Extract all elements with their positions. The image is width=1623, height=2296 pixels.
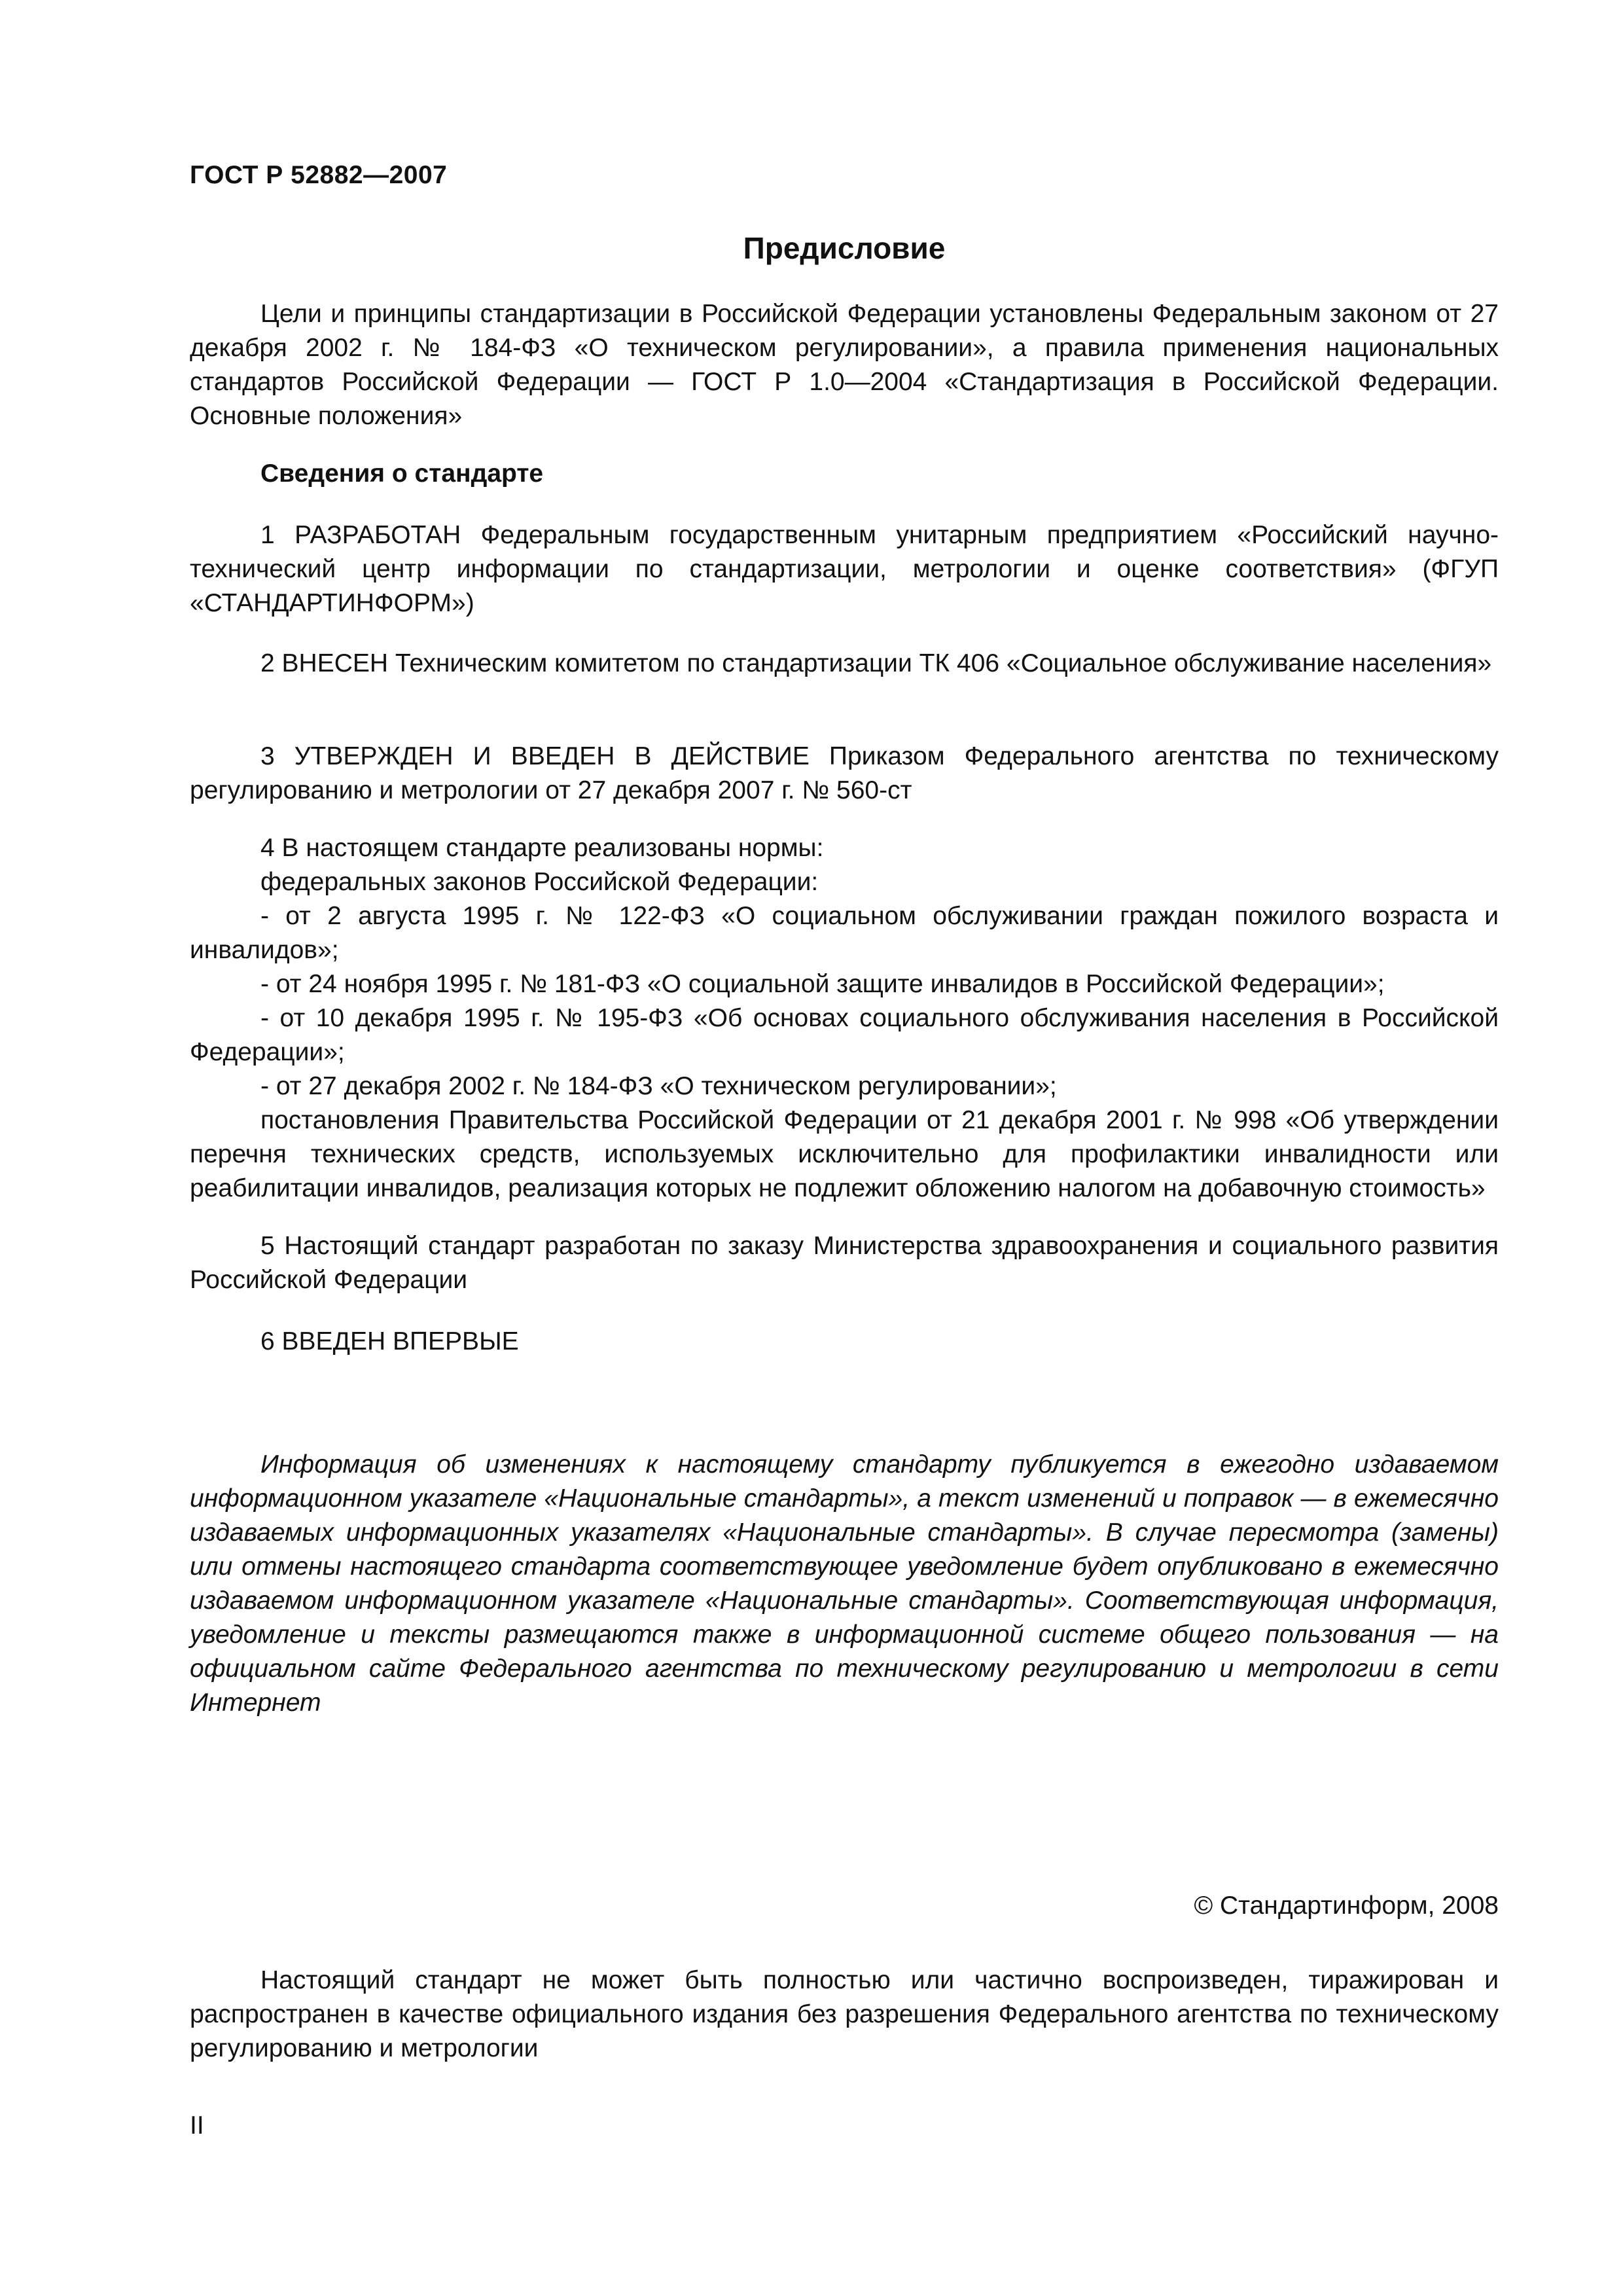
reproduction-block bbox=[190, 1964, 1499, 2066]
page-title: Предисловие bbox=[743, 231, 946, 265]
item-4-law-1: - от 2 августа 1995 г. № 122-ФЗ «О социальном обслуживании граждан пожилого возраста и инвалидов»; bbox=[190, 902, 1499, 964]
notice-block bbox=[190, 1448, 1499, 1720]
item-4-heading: 4 В настоящем стандарте реализованы нормы: bbox=[260, 834, 824, 862]
section-subheading: Сведения о стандарте bbox=[260, 459, 544, 488]
item-3-paragraph: 3 УТВЕРЖДЕН И ВВЕДЕН В ДЕЙСТВИЕ Приказом Федерального агентства по техническому регулированию и метрологии от 27 декабря 2007 г. № 560-ст bbox=[190, 742, 1499, 804]
item-4-law-4: - от 27 декабря 2002 г. № 184-ФЗ «О техническом регулировании»; bbox=[260, 1072, 1057, 1100]
item-5-block bbox=[190, 1229, 1499, 1297]
document-code: ГОСТ Р 52882—2007 bbox=[190, 161, 448, 189]
reproduction-notice: Настоящий стандарт не может быть полностью или частично воспроизведен, тиражирован и распространен в качестве официального издания без разрешения Федерального агентства по техническому регулированию и метрологии bbox=[190, 1966, 1499, 2062]
item-5-paragraph: 5 Настоящий стандарт разработан по заказу Министерства здравоохранения и социального развития Российской Федерации bbox=[190, 1232, 1499, 1294]
intro-block bbox=[190, 297, 1499, 433]
copyright-line: © Стандартинформ, 2008 bbox=[1194, 1892, 1499, 1920]
item-1-paragraph: 1 РАЗРАБОТАН Федеральным государственным унитарным предприятием «Российский научно-технический центр информации по стандартизации, метрологии и оценке соответствия» (ФГУП «СТАНДАРТИНФОРМ») bbox=[190, 521, 1499, 617]
item-4-block bbox=[190, 831, 1499, 1206]
item-1-block bbox=[190, 518, 1499, 620]
item-6-block bbox=[190, 1325, 1499, 1359]
item-4-federal-laws: федеральных законов Российской Федерации: bbox=[260, 868, 819, 896]
page-number: II bbox=[190, 2111, 204, 2140]
intro-paragraph: Цели и принципы стандартизации в Российской Федерации установлены Федеральным законом от 27 декабря 2002 г. № 184-ФЗ «О техническом регулировании», а правила применения национальных стандартов Российской Федерации — ГОСТ Р 1.0—2004 «Стандартизация в Российской Федерации. Основные положения» bbox=[190, 300, 1499, 430]
item-2-block bbox=[190, 647, 1499, 681]
item-6-paragraph: 6 ВВЕДЕН ВПЕРВЫЕ bbox=[260, 1327, 519, 1355]
item-4-law-3: - от 10 декабря 1995 г. № 195-ФЗ «Об основах социального обслуживания населения в Российской Федерации»; bbox=[190, 1004, 1499, 1066]
item-3-block bbox=[190, 740, 1499, 808]
item-2-paragraph: 2 ВНЕСЕН Техническим комитетом по стандартизации ТК 406 «Социальное обслуживание населения» bbox=[260, 649, 1492, 677]
changes-notice: Информация об изменениях к настоящему стандарту публикуется в ежегодно издаваемом информационном указателе «Национальные стандарты», а текст изменений и поправок — в ежемесячно издаваемых информационных указателях «Национальные стандарты». В случае пересмотра (замены) или отмены настоящего стандарта соответствующее уведомление будет опубликовано в ежемесячно издаваемом информационном указателе «Национальные стандарты». Соответствующая информация, уведомление и тексты размещаются также в информационной системе общего пользования — на официальном сайте Федерального агентства по техническому регулированию и метрологии в сети Интернет bbox=[190, 1450, 1499, 1717]
item-4-government-decree: постановления Правительства Российской Федерации от 21 декабря 2001 г. № 998 «Об утверждении перечня технических средств, используемых исключительно для профилактики инвалидности или реабилитации инвалидов, реализация которых не подлежит обложению налогом на добавочную стоимость» bbox=[190, 1106, 1499, 1202]
item-4-law-2: - от 24 ноября 1995 г. № 181-ФЗ «О социальной защите инвалидов в Российской Федерации»; bbox=[260, 970, 1385, 998]
